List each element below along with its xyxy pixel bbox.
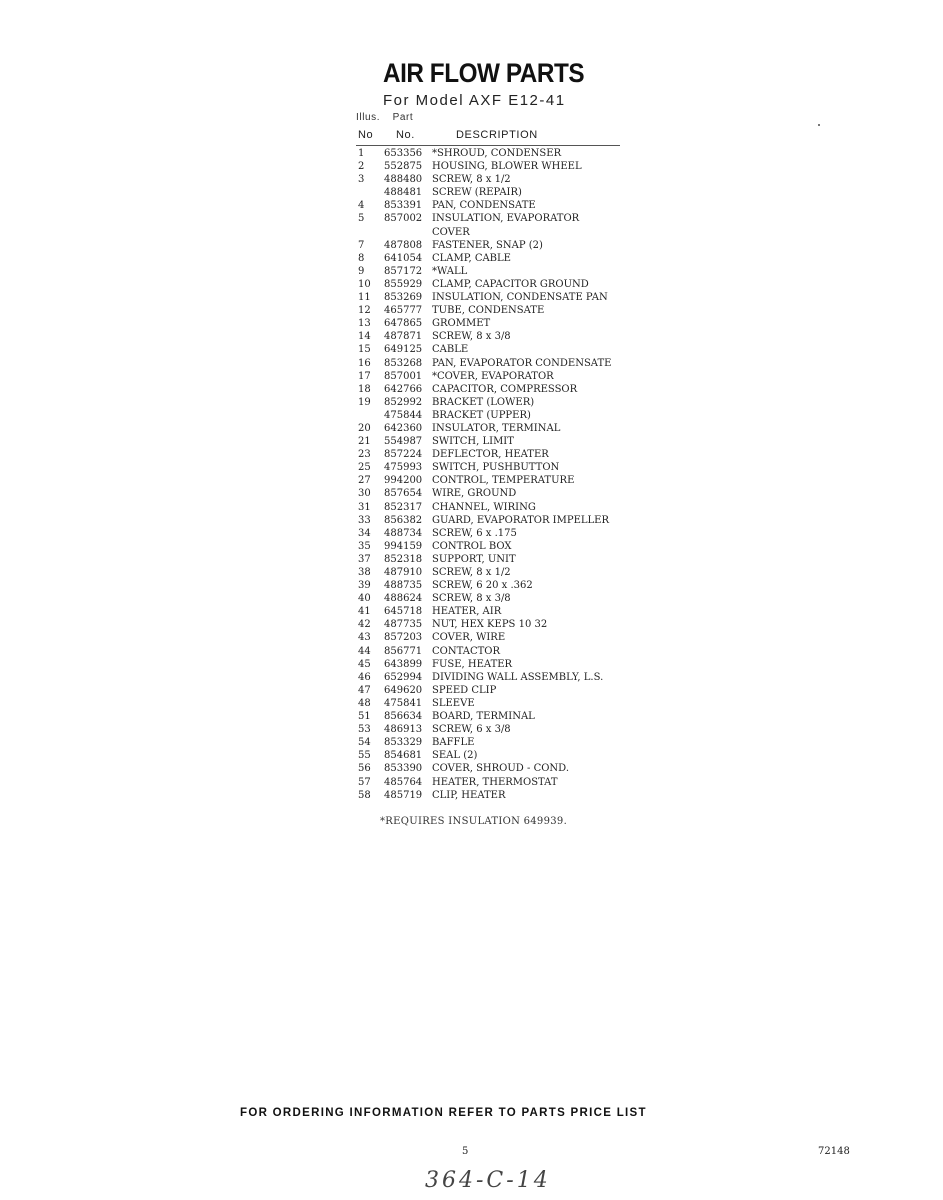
part-number: 488480: [384, 174, 423, 186]
item-number: 27: [358, 475, 371, 487]
parts-row: [356, 278, 631, 291]
part-number: 487735: [384, 619, 423, 631]
parts-row: [356, 304, 631, 317]
part-description: PAN, CONDENSATE: [432, 200, 536, 212]
parts-row: [356, 514, 631, 527]
item-number: 7: [358, 239, 365, 251]
parts-row: [356, 776, 631, 789]
parts-row: [356, 592, 631, 605]
item-number: 31: [358, 501, 371, 513]
parts-row: [356, 736, 631, 749]
part-number: 554987: [384, 436, 423, 448]
item-number: 44: [358, 645, 371, 657]
part-description: SCREW, 6 x 3/8: [432, 724, 511, 736]
part-number: 653356: [384, 148, 423, 159]
part-label: Part: [392, 112, 414, 123]
part-number: 642766: [384, 383, 423, 395]
parts-row: [356, 186, 631, 199]
part-number: 488481: [384, 187, 423, 199]
parts-row: [356, 422, 631, 435]
part-number: 994159: [384, 540, 423, 552]
item-number: 53: [358, 724, 371, 736]
insulation-footnote: *REQUIRES INSULATION 649939.: [380, 816, 568, 827]
part-description: DIVIDING WALL ASSEMBLY, L.S.: [432, 671, 604, 683]
parts-row: [356, 435, 631, 448]
part-description: SLEEVE: [432, 697, 475, 709]
parts-row: [356, 239, 631, 252]
item-number: 18: [358, 383, 371, 395]
parts-row: [356, 173, 631, 186]
part-description: BAFFLE: [432, 737, 475, 749]
part-number: 488624: [384, 593, 423, 605]
parts-row: [356, 553, 631, 566]
parts-row: [356, 357, 631, 370]
part-number: 852317: [384, 501, 423, 513]
item-number: 33: [358, 514, 371, 526]
parts-row: [356, 684, 631, 697]
part-description: HEATER, AIR: [432, 606, 502, 618]
part-description: SEAL (2): [432, 750, 478, 762]
parts-row: [356, 330, 631, 343]
parts-row: [356, 226, 631, 239]
column-header: [356, 129, 626, 145]
no-column-header: No: [358, 129, 374, 141]
part-number: 853390: [384, 763, 423, 775]
ordering-note: FOR ORDERING INFORMATION REFER TO PARTS PRICE LIST: [240, 1107, 647, 1119]
item-number: 14: [358, 331, 371, 343]
part-number: 475993: [384, 462, 423, 474]
item-number: 16: [358, 357, 371, 369]
parts-row: [356, 461, 631, 474]
item-number: 9: [358, 265, 365, 277]
part-no-column-header: No.: [396, 129, 415, 141]
part-number: 853391: [384, 200, 423, 212]
part-number: 649620: [384, 684, 423, 696]
item-number: 13: [358, 318, 371, 330]
part-description: HEATER, THERMOSTAT: [432, 776, 558, 788]
part-number: 643899: [384, 658, 423, 670]
part-description: CLIP, HEATER: [432, 789, 506, 801]
parts-row: [356, 147, 631, 160]
item-number: 5: [358, 213, 365, 225]
item-number: 17: [358, 370, 371, 382]
part-description: SWITCH, PUSHBUTTON: [432, 462, 560, 474]
part-description: SWITCH, LIMIT: [432, 436, 514, 448]
part-description: NUT, HEX KEPS 10 32: [432, 619, 548, 631]
parts-row: [356, 265, 631, 278]
parts-row: [356, 160, 631, 173]
part-description: SCREW, 8 x 1/2: [432, 174, 511, 186]
item-number: 8: [358, 252, 365, 264]
part-description: BRACKET (LOWER): [432, 396, 535, 408]
item-number: 1: [358, 148, 365, 159]
part-description: *WALL: [432, 265, 468, 277]
part-description: CONTROL BOX: [432, 540, 512, 552]
part-number: 487808: [384, 239, 423, 251]
item-number: 3: [358, 174, 365, 186]
model-subtitle: For Model AXF E12-41: [383, 92, 566, 109]
part-number: 488735: [384, 580, 423, 592]
parts-row: [356, 618, 631, 631]
part-number: 853268: [384, 357, 423, 369]
part-number: 485764: [384, 776, 423, 788]
part-number: 852992: [384, 396, 423, 408]
item-number: 25: [358, 462, 371, 474]
parts-row: [356, 370, 631, 383]
part-description: INSULATION, CONDENSATE PAN: [432, 292, 608, 304]
item-number: 23: [358, 449, 371, 461]
part-description: HOUSING, BLOWER WHEEL: [432, 161, 582, 173]
document-number: 72148: [818, 1146, 850, 1157]
parts-row: [356, 343, 631, 356]
part-description: GROMMET: [432, 318, 491, 330]
part-description: BRACKET (UPPER): [432, 409, 531, 421]
handwritten-note: 364-C-14: [425, 1168, 551, 1193]
parts-row: [356, 409, 631, 422]
part-description: COVER, WIRE: [432, 632, 506, 644]
part-description: SCREW, 8 x 1/2: [432, 567, 511, 578]
part-description: *COVER, EVAPORATOR: [432, 370, 554, 382]
item-number: 58: [358, 789, 371, 801]
part-description: SCREW, 8 x 3/8: [432, 331, 511, 343]
item-number: 56: [358, 763, 371, 775]
parts-list: [356, 147, 631, 802]
part-description: SCREW, 8 x 3/8: [432, 593, 511, 605]
item-number: 46: [358, 671, 371, 683]
part-description: INSULATOR, TERMINAL: [432, 422, 561, 434]
parts-row: [356, 566, 631, 579]
part-number: 857224: [384, 449, 423, 461]
part-number: 857172: [384, 265, 423, 277]
item-number: 34: [358, 527, 371, 539]
part-description: COVER: [432, 226, 470, 238]
parts-row: [356, 383, 631, 396]
part-description: PAN, EVAPORATOR CONDENSATE: [432, 357, 612, 369]
item-number: 15: [358, 344, 371, 356]
item-number: 19: [358, 396, 371, 408]
parts-row: [356, 671, 631, 684]
item-number: 21: [358, 436, 371, 448]
part-number: 856634: [384, 711, 423, 723]
part-number: 475841: [384, 697, 423, 709]
part-number: 857002: [384, 213, 423, 225]
item-number: 2: [358, 161, 365, 173]
part-number: 857203: [384, 632, 423, 644]
part-description: DEFLECTOR, HEATER: [432, 449, 549, 461]
part-number: 652994: [384, 671, 423, 683]
part-description: CONTROL, TEMPERATURE: [432, 475, 575, 487]
illus-label: Illus.: [356, 112, 381, 123]
part-number: 856382: [384, 514, 423, 526]
item-number: 30: [358, 488, 371, 500]
column-header-top: [356, 112, 422, 123]
page-number: 5: [462, 1146, 469, 1157]
item-number: 51: [358, 711, 371, 723]
part-number: 855929: [384, 278, 423, 290]
parts-row: [356, 710, 631, 723]
part-description: FUSE, HEATER: [432, 658, 513, 670]
part-description: CAPACITOR, COMPRESSOR: [432, 383, 578, 395]
item-number: 42: [358, 619, 371, 631]
part-description: CABLE: [432, 344, 469, 356]
part-number: 486913: [384, 724, 423, 736]
parts-row: [356, 487, 631, 500]
part-number: 857654: [384, 488, 423, 500]
parts-row: [356, 317, 631, 330]
page-title: AIR FLOW PARTS: [383, 58, 585, 88]
part-number: 645718: [384, 606, 423, 618]
part-number: 487910: [384, 567, 423, 578]
part-description: COVER, SHROUD - COND.: [432, 763, 570, 775]
item-number: 38: [358, 567, 371, 578]
item-number: 57: [358, 776, 371, 788]
part-number: 994200: [384, 475, 423, 487]
part-number: 485719: [384, 789, 423, 801]
item-number: 39: [358, 580, 371, 592]
parts-row: [356, 762, 631, 775]
parts-row: [356, 540, 631, 553]
part-description: SCREW, 6 20 x .362: [432, 580, 533, 592]
part-description: CHANNEL, WIRING: [432, 501, 536, 513]
parts-row: [356, 631, 631, 644]
item-number: 4: [358, 200, 365, 212]
parts-row: [356, 697, 631, 710]
item-number: 54: [358, 737, 371, 749]
item-number: 10: [358, 278, 371, 290]
item-number: 48: [358, 697, 371, 709]
item-number: 43: [358, 632, 371, 644]
part-description: WIRE, GROUND: [432, 488, 517, 500]
part-description: SPEED CLIP: [432, 684, 497, 696]
item-number: 45: [358, 658, 371, 670]
parts-row: [356, 658, 631, 671]
parts-row: [356, 749, 631, 762]
part-number: 649125: [384, 344, 423, 356]
part-number: 852318: [384, 553, 423, 565]
item-number: 40: [358, 593, 371, 605]
part-number: 465777: [384, 305, 423, 317]
part-description: GUARD, EVAPORATOR IMPELLER: [432, 514, 609, 526]
header-divider: [356, 145, 620, 146]
scan-speck: [818, 124, 820, 126]
part-description: SCREW (REPAIR): [432, 187, 522, 199]
parts-row: [356, 645, 631, 658]
parts-row: [356, 527, 631, 540]
item-number: 11: [358, 292, 371, 304]
part-description: FASTENER, SNAP (2): [432, 239, 543, 251]
part-description: CLAMP, CABLE: [432, 252, 511, 264]
item-number: 12: [358, 305, 371, 317]
parts-row: [356, 291, 631, 304]
parts-row: [356, 448, 631, 461]
parts-row: [356, 723, 631, 736]
item-number: 41: [358, 606, 371, 618]
parts-row: [356, 579, 631, 592]
part-description: CLAMP, CAPACITOR GROUND: [432, 278, 589, 290]
part-number: 854681: [384, 750, 423, 762]
part-number: 647865: [384, 318, 423, 330]
parts-row: [356, 474, 631, 487]
part-number: 853269: [384, 292, 423, 304]
part-number: 487871: [384, 331, 423, 343]
part-description: INSULATION, EVAPORATOR: [432, 213, 580, 225]
parts-row: [356, 212, 631, 225]
part-description: TUBE, CONDENSATE: [432, 305, 545, 317]
part-number: 641054: [384, 252, 423, 264]
part-number: 475844: [384, 409, 423, 421]
item-number: 37: [358, 553, 371, 565]
item-number: 35: [358, 540, 371, 552]
part-description: SCREW, 6 x .175: [432, 527, 517, 539]
part-description: *SHROUD, CONDENSER: [432, 148, 562, 159]
item-number: 47: [358, 684, 371, 696]
part-number: 552875: [384, 161, 423, 173]
part-number: 488734: [384, 527, 423, 539]
part-number: 856771: [384, 645, 423, 657]
parts-row: [356, 252, 631, 265]
description-column-header: DESCRIPTION: [456, 129, 538, 141]
part-description: CONTACTOR: [432, 645, 500, 657]
part-description: BOARD, TERMINAL: [432, 711, 535, 723]
part-number: 853329: [384, 737, 423, 749]
item-number: 55: [358, 750, 371, 762]
item-number: 20: [358, 422, 371, 434]
parts-row: [356, 199, 631, 212]
part-description: SUPPORT, UNIT: [432, 553, 516, 565]
part-number: 857001: [384, 370, 423, 382]
parts-row: [356, 789, 631, 802]
part-number: 642360: [384, 422, 423, 434]
parts-row: [356, 501, 631, 514]
parts-row: [356, 605, 631, 618]
parts-row: [356, 396, 631, 409]
